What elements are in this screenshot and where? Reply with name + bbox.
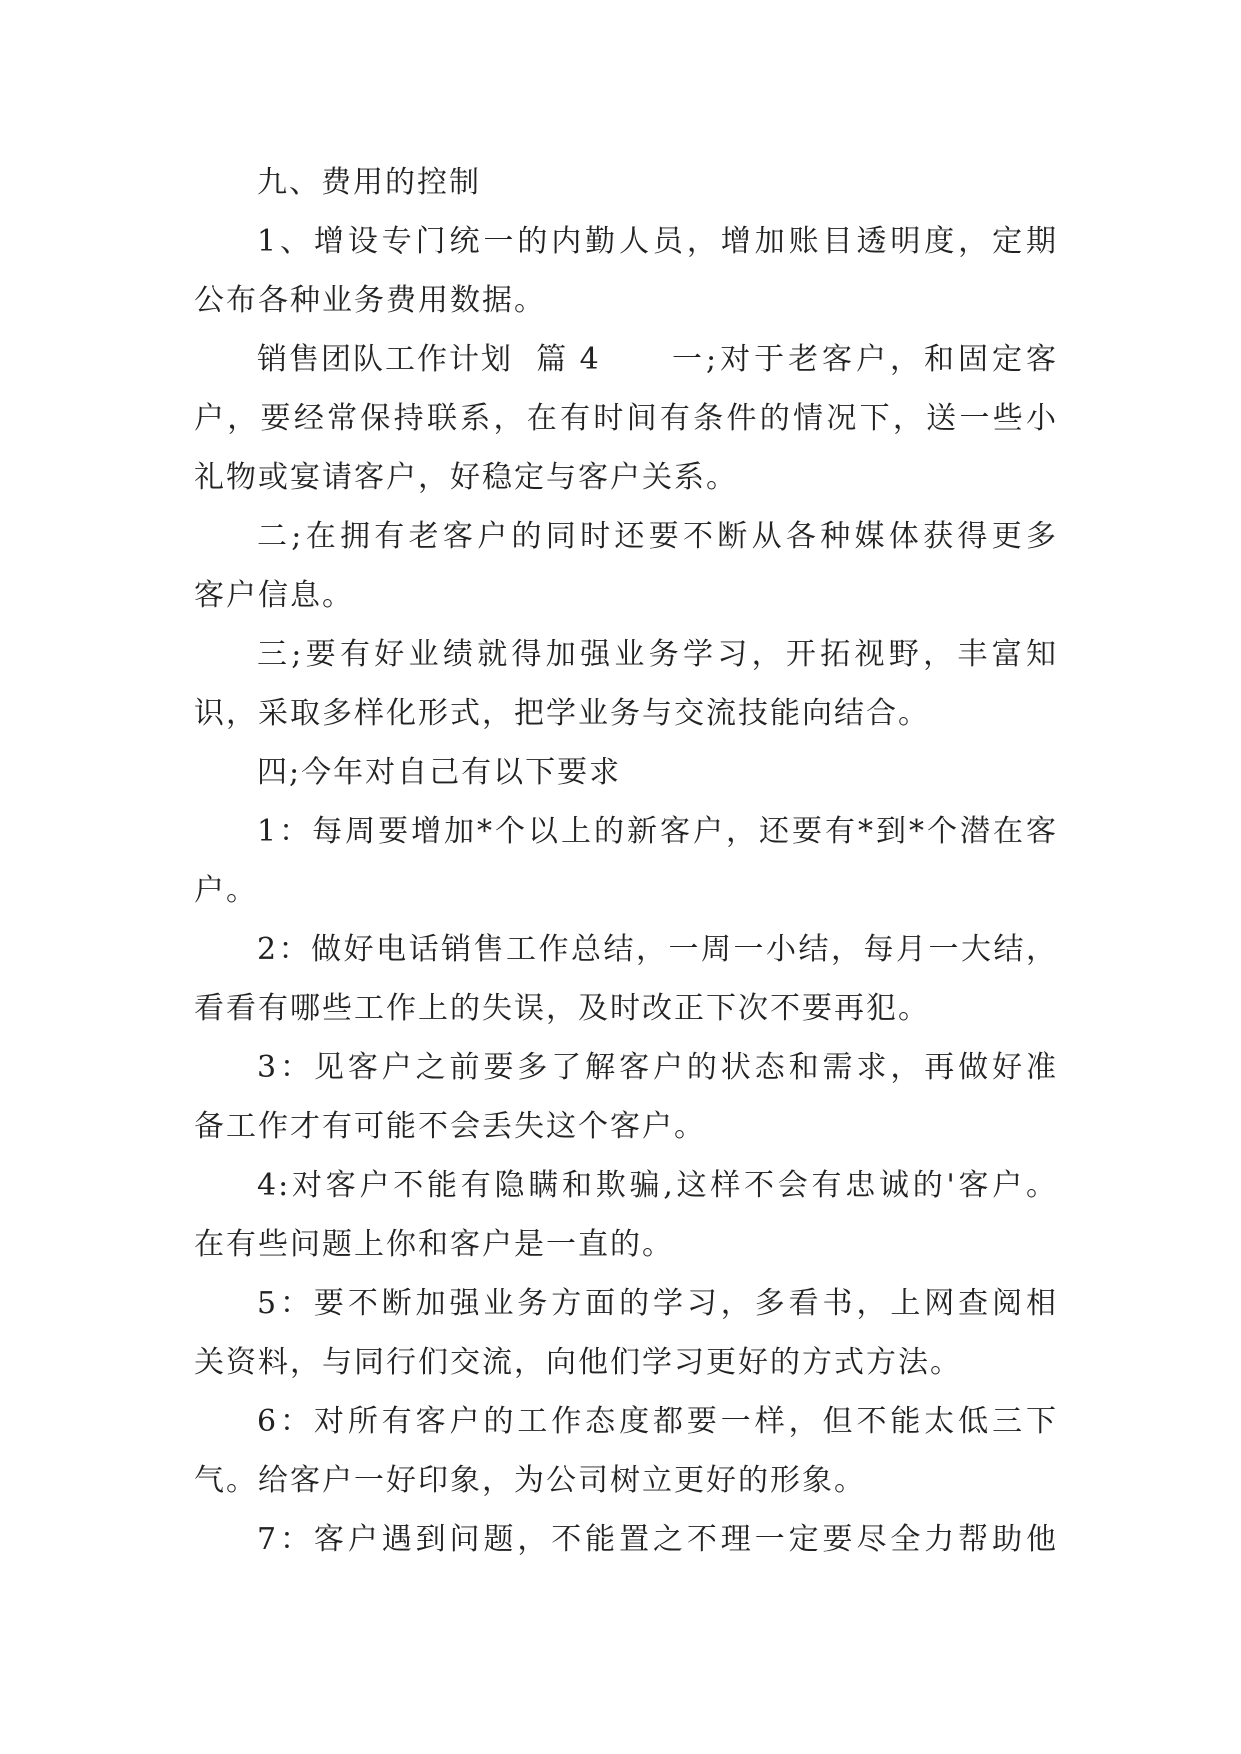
text-line: 户，要经常保持联系，在有时间有条件的情况下，送一些小 — [194, 401, 1058, 436]
paragraph — [194, 1274, 1058, 1392]
paragraph — [194, 1038, 1058, 1156]
paragraph — [194, 1156, 1058, 1274]
text-line: 在有些问题上你和客户是一直的。 — [194, 1227, 674, 1262]
text-line: 二;在拥有老客户的同时还要不断从各种媒体获得更多 — [257, 519, 1058, 554]
paragraph-section-heading — [194, 153, 1058, 212]
plan-title: 销售团队工作计划 篇 4 — [257, 342, 601, 377]
text-line: 2：做好电话销售工作总结，一周一小结，每月一大结， — [257, 932, 1058, 967]
text-line: 5：要不断加强业务方面的学习，多看书，上网查阅相 — [257, 1286, 1058, 1321]
text-line: 7：客户遇到问题，不能置之不理一定要尽全力帮助他 — [257, 1522, 1058, 1557]
paragraph — [194, 920, 1058, 1038]
text-line: 气。给客户一好印象，为公司树立更好的形象。 — [194, 1463, 866, 1498]
text-line: 1：每周要增加*个以上的新客户，还要有*到*个潜在客 — [257, 814, 1058, 849]
text-line: 看看有哪些工作上的失误，及时改正下次不要再犯。 — [194, 991, 930, 1026]
text-line: 四;今年对自己有以下要求 — [257, 755, 622, 790]
paragraph — [194, 1510, 1058, 1569]
paragraph — [194, 802, 1058, 920]
text-line: 3：见客户之前要多了解客户的状态和需求，再做好准 — [257, 1050, 1058, 1085]
text-line: 三;要有好业绩就得加强业务学习，开拓视野，丰富知 — [257, 637, 1058, 672]
paragraph — [194, 330, 1058, 507]
paragraph — [194, 507, 1058, 625]
paragraph — [194, 625, 1058, 743]
text-line: 礼物或宴请客户，好稳定与客户关系。 — [194, 460, 738, 495]
text-line: 关资料，与同行们交流，向他们学习更好的方式方法。 — [194, 1345, 962, 1380]
text-line: 公布各种业务费用数据。 — [194, 283, 546, 318]
paragraph — [194, 1392, 1058, 1510]
text-line: 4:对客户不能有隐瞒和欺骗,这样不会有忠诚的'客户。 — [257, 1168, 1058, 1203]
text-line: 6：对所有客户的工作态度都要一样，但不能太低三下 — [257, 1404, 1058, 1439]
text-line — [194, 330, 1058, 389]
text-line: 客户信息。 — [194, 578, 354, 613]
text-line: 九、费用的控制 — [257, 165, 481, 200]
paragraph — [194, 743, 1058, 802]
text-line: 户。 — [194, 873, 258, 908]
text-line-tail: 一;对于老客户，和固定客 — [672, 342, 1058, 377]
paragraph — [194, 212, 1058, 330]
text-line: 1、增设专门统一的内勤人员，增加账目透明度，定期 — [257, 224, 1058, 259]
document-body — [194, 153, 1058, 1569]
text-line: 识，采取多样化形式，把学业务与交流技能向结合。 — [194, 696, 930, 731]
text-line: 备工作才有可能不会丢失这个客户。 — [194, 1109, 706, 1144]
